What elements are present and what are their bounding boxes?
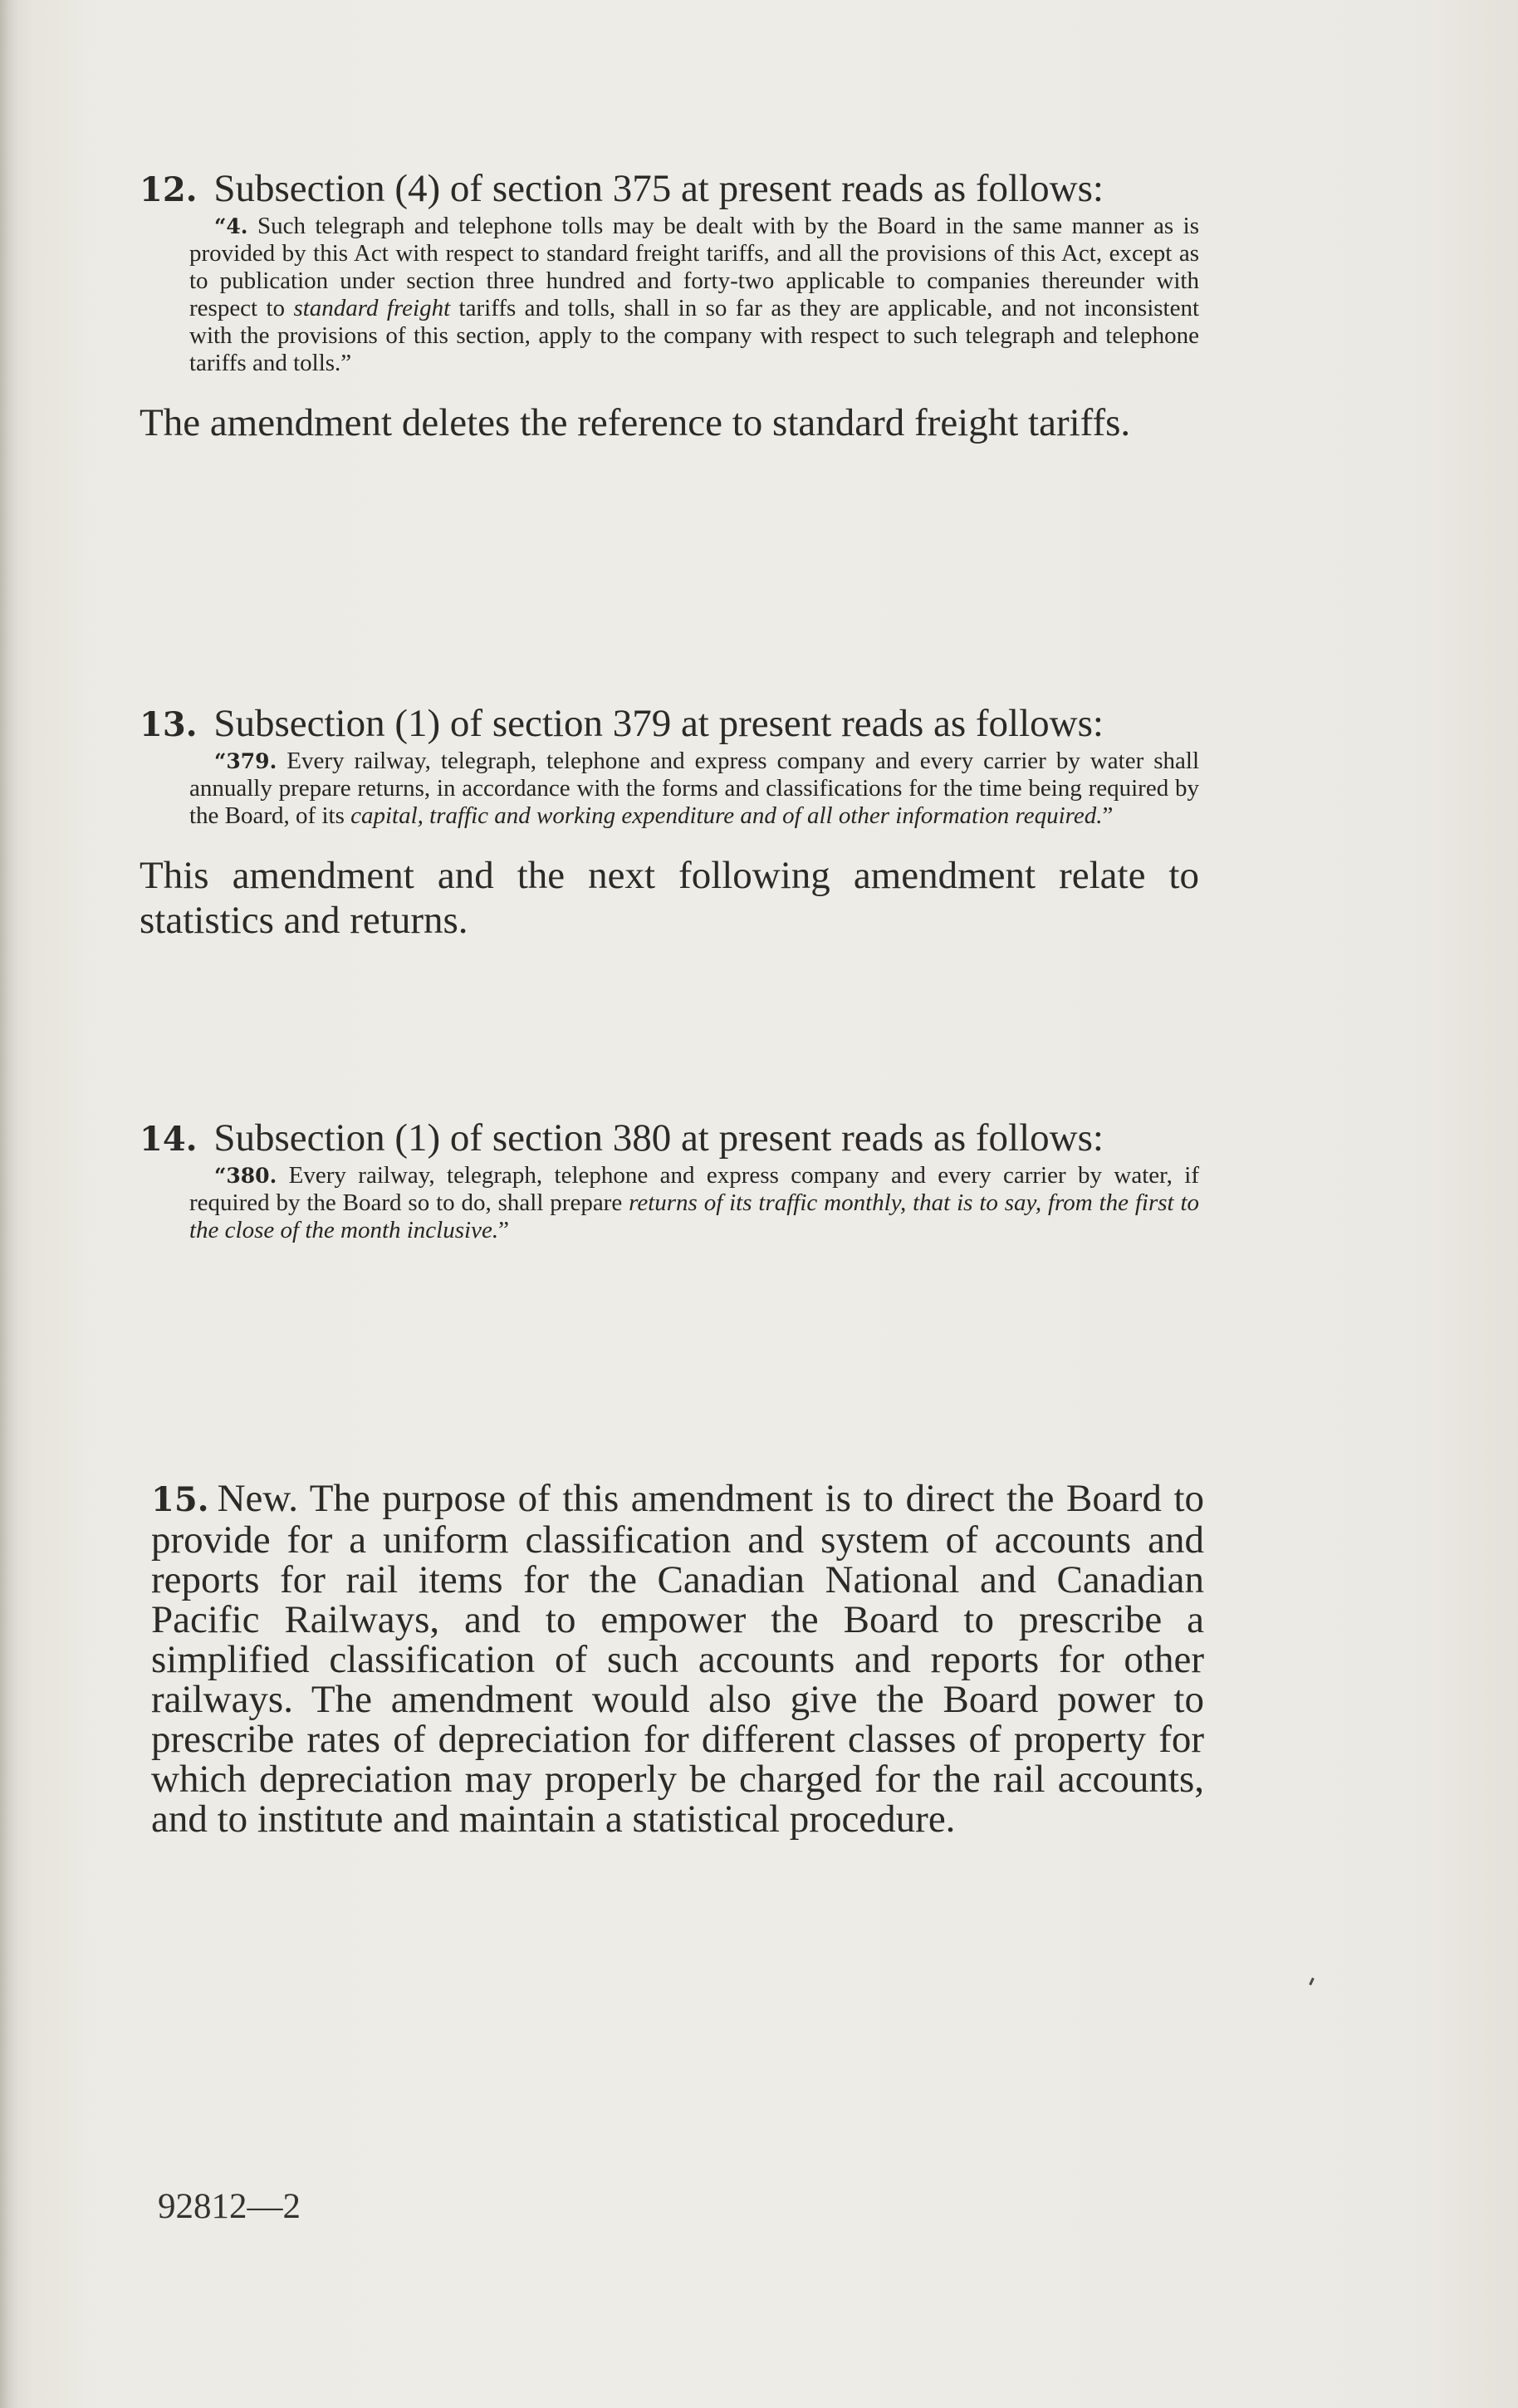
quote-text: Such telegraph and telephone tolls may be dealt with by the Board in the same manner as is provided by this Act with respect to standard freight tariffs, and all the provisions of this Act, except as to publication under section three hundred and forty-two applicable to companies thereunder with respect to — [189, 213, 1199, 321]
note-comment: The amendment deletes the reference to standard freight tariffs. — [140, 401, 1131, 444]
note-heading-text: Subsection (1) of section 379 at present reads as follows: — [213, 702, 1104, 745]
quote-section-number: “380. — [214, 1164, 277, 1188]
note-heading — [140, 166, 1199, 213]
note-15 — [151, 1479, 1204, 1839]
note-number: 13. — [140, 705, 198, 744]
quoted-provision — [189, 213, 1199, 377]
quote-italic-text: standard freight — [293, 295, 451, 321]
quote-text: Every railway, telegraph, telephone and express company and every carrier by water shall annually prepare returns, in accordance with the forms and classifications for the time being required by the Board, of its — [189, 748, 1200, 829]
quote-section-number: “4. — [214, 214, 248, 238]
quoted-provision — [189, 1162, 1199, 1244]
note-comment: This amendment and the next following amendment relate to statistics and returns. — [140, 854, 1199, 942]
note-heading-text: Subsection (4) of section 375 at present reads as follows: — [213, 167, 1104, 210]
page-spine-shadow — [0, 0, 18, 2408]
note-heading-text: Subsection (1) of section 380 at present reads as follows: — [213, 1116, 1104, 1160]
quote-text-end: tariffs and tolls, shall in so far as they are applicable, and not inconsistent with the provisions of this section, apply to the company with respect to such telegraph and telephone tariffs and tolls.” — [189, 295, 1200, 376]
quote-section-number: “379. — [214, 749, 277, 773]
quote-text-end: ” — [1102, 802, 1114, 829]
quote-italic-text: capital, traffic and working expenditure and of all other information required. — [350, 802, 1103, 829]
note-number: 12. — [140, 170, 198, 209]
note-heading — [140, 701, 1199, 748]
quote-italic-text: returns of its traffic monthly, that is to say, from the first to the close of the month inclusive. — [189, 1189, 1200, 1243]
quote-text-end: ” — [498, 1217, 509, 1243]
note-number: 15. — [151, 1480, 209, 1519]
note-body-text: New. The purpose of this amendment is to direct the Board to provide for a uniform classification and system of accounts and reports for rail items for the Canadian National and Canadian Pacific Railways, and to empower the Board to prescribe a simplified classification of such accounts and reports for other railways. The amendment would also give the Board power to prescribe rates of depreciation for different classes of property for which depreciation may properly be charged for the rail accounts, and to institute and maintain a statistical procedure. — [151, 1477, 1204, 1841]
print-code: 92812—2 — [158, 2187, 301, 2226]
quoted-provision — [189, 748, 1199, 830]
paper-speck — [1309, 1978, 1315, 1985]
note-12 — [140, 166, 1199, 445]
quote-text: Every railway, telegraph, telephone and express company and every carrier by water, if required by the Board so to do, shall prepare — [189, 1162, 1199, 1216]
note-body — [151, 1479, 1204, 1839]
note-number: 14. — [140, 1120, 198, 1159]
note-heading — [140, 1116, 1199, 1162]
note-14 — [140, 1116, 1199, 1244]
note-13 — [140, 701, 1199, 943]
